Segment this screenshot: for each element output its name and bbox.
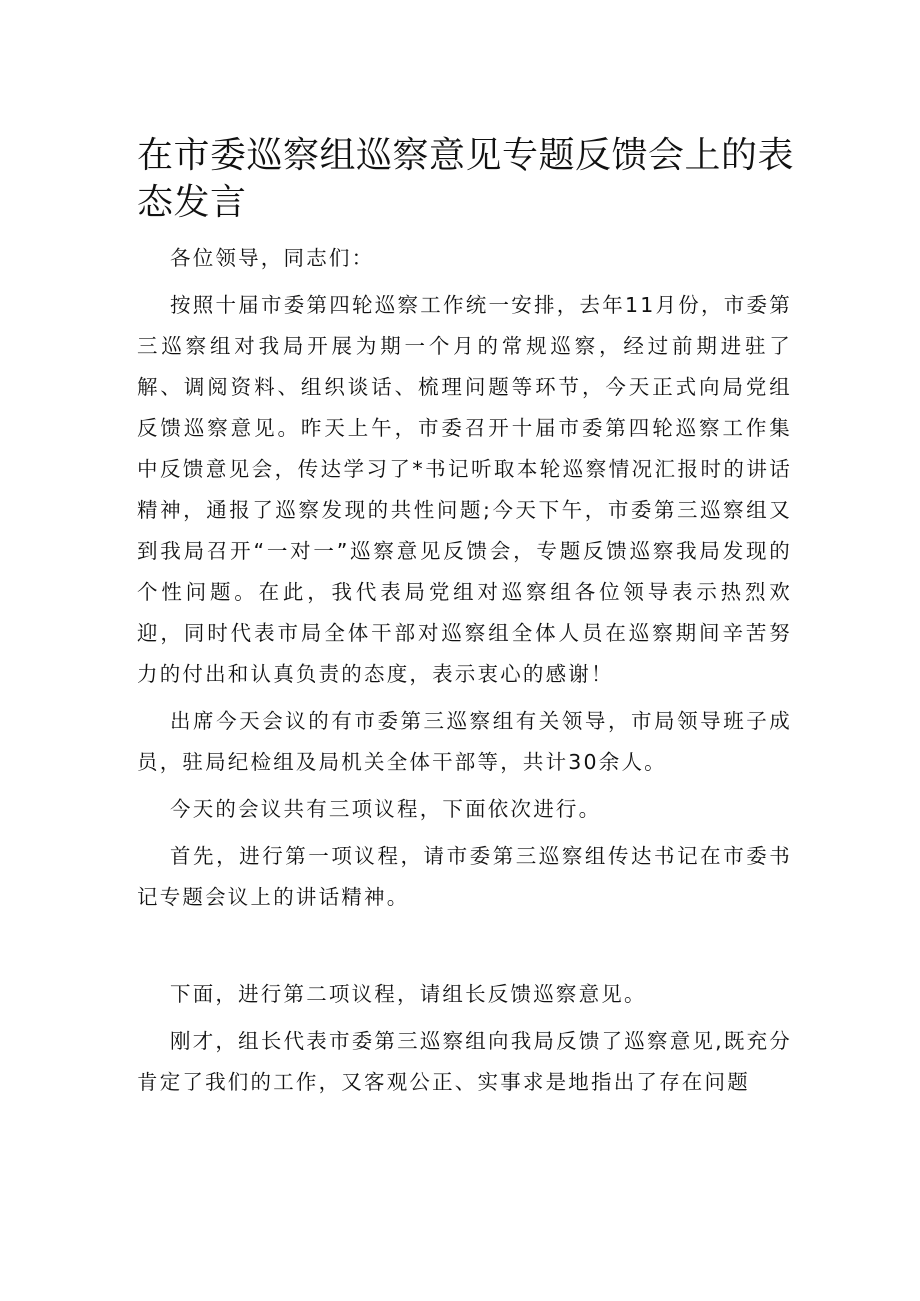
response-paragraph: 刚才，组长代表市委第三巡察组向我局反馈了巡察意见,既充分肯定了我们的工作，又客观公正、实事求是地指出了存在问题 — [137, 1029, 792, 1094]
agenda-paragraph: 今天的会议共有三项议程，下面依次进行。 — [170, 797, 602, 821]
first-agenda-item-paragraph: 首先，进行第一项议程，请市委第三巡察组传达书记在市委书记专题会议上的讲话精神。 — [137, 844, 792, 909]
salutation-paragraph: 各位领导，同志们： — [170, 246, 375, 270]
attendees-paragraph: 出席今天会议的有市委第三巡察组有关领导，市局领导班子成员，驻局纪检组及局机关全体干部等，共计30余人。 — [137, 709, 792, 774]
second-agenda-item-paragraph: 下面，进行第二项议程，请组长反馈巡察意见。 — [170, 982, 647, 1006]
intro-paragraph: 按照十届市委第四轮巡察工作统一安排，去年11月份，市委第三巡察组对我局开展为期一个月的常规巡察，经过前期进驻了解、调阅资料、组织谈话、梳理问题等环节，今天正式向局党组反馈巡察意见。昨天上午，市委召开十届市委第四轮巡察工作集中反馈意见会，传达学习了*书记听取本轮巡察情况汇报时的讲话精神，通报了巡察发现的共性问题;今天下午，市委第三巡察组又到我局召开“一对一”巡察意见反馈会，专题反馈巡察我局发现的个性问题。在此，我代表局党组对巡察组各位领导表示热烈欢迎，同时代表市局全体干部对巡察组全体人员在巡察期间辛苦努力的付出和认真负责的态度，表示衷心的感谢！ — [137, 293, 792, 686]
document-body — [137, 238, 792, 1109]
document-title: 在市委巡察组巡察意见专题反馈会上的表态发言 — [137, 135, 795, 223]
